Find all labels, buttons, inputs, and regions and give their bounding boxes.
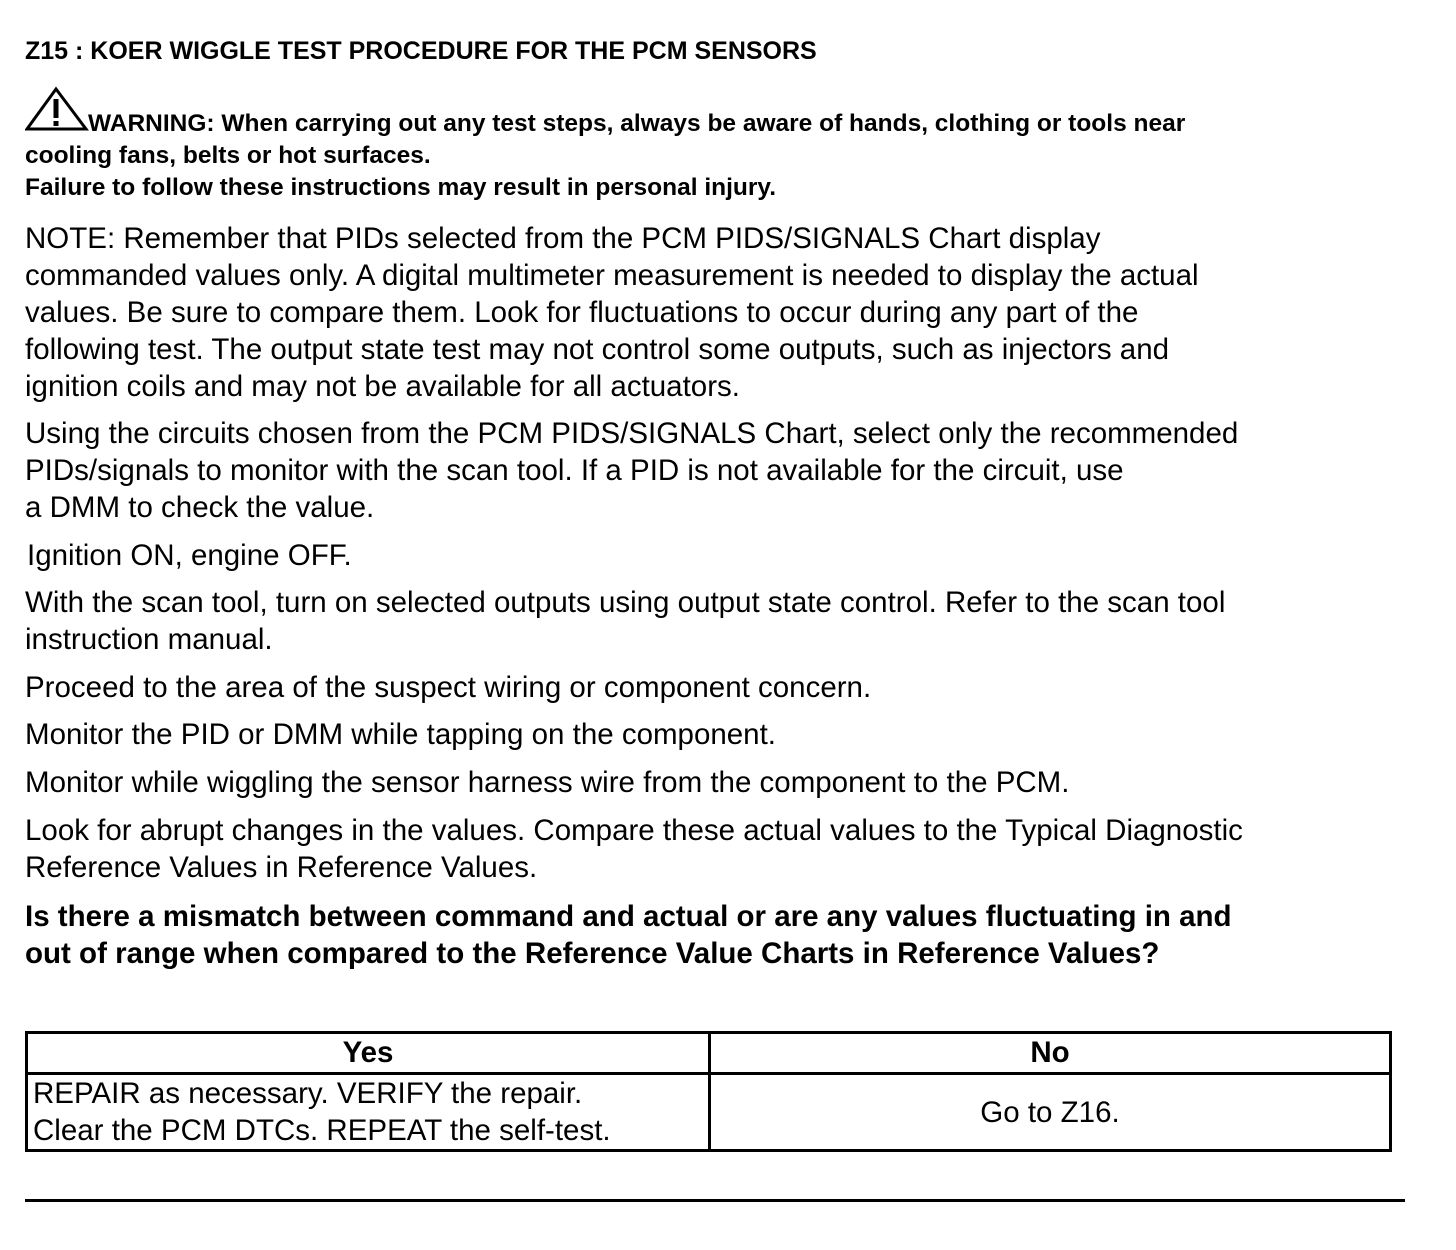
- text-line: instruction manual.: [25, 623, 273, 656]
- table-row: [27, 1074, 1391, 1151]
- note-line: commanded values only. A digital multimeter measurement is needed to display the actual: [25, 259, 1199, 292]
- note-line: ignition coils and may not be available for all actuators.: [25, 370, 740, 403]
- look-for-step: [25, 812, 1243, 886]
- warning-line-3: Failure to follow these instructions may result in personal injury.: [25, 174, 777, 201]
- page-title: Z15 : KOER WIGGLE TEST PROCEDURE FOR THE PCM SENSORS: [25, 37, 817, 65]
- text-line: Look for abrupt changes in the values. Compare these actual values to the Typical Diagnostic: [25, 814, 1243, 847]
- yes-no-table: [25, 1031, 1392, 1152]
- text-line: PIDs/signals to monitor with the scan tool. If a PID is not available for the circuit, use: [25, 454, 1124, 487]
- yes-cell: [27, 1074, 710, 1151]
- text-line: Using the circuits chosen from the PCM PIDS/SIGNALS Chart, select only the recommended: [25, 417, 1239, 450]
- proceed-step: Proceed to the area of the suspect wiring or component concern.: [25, 671, 872, 704]
- using-circuits-paragraph: [25, 415, 1238, 526]
- ignition-step: Ignition ON, engine OFF.: [27, 539, 352, 572]
- note-paragraph: [25, 220, 1199, 405]
- text-line: Reference Values in Reference Values.: [25, 851, 538, 884]
- text-line: a DMM to check the value.: [25, 491, 375, 524]
- text-line: out of range when compared to the Reference Value Charts in Reference Values?: [25, 937, 1160, 970]
- no-cell: Go to Z16.: [710, 1074, 1391, 1151]
- warning-block: [25, 84, 1420, 204]
- yes-header: Yes: [27, 1033, 710, 1074]
- table-header-row: [27, 1033, 1391, 1074]
- text-line: Is there a mismatch between command and actual or are any values fluctuating in and: [25, 900, 1232, 933]
- scan-tool-step: [25, 584, 1225, 658]
- note-line: values. Be sure to compare them. Look for fluctuations to occur during any part of the: [25, 296, 1139, 329]
- bottom-divider: [25, 1199, 1405, 1202]
- warning-triangle-icon: [25, 86, 89, 132]
- warning-line-2: cooling fans, belts or hot surfaces.: [25, 142, 431, 169]
- no-header: No: [710, 1033, 1391, 1074]
- text-line: With the scan tool, turn on selected outputs using output state control. Refer to the scan tool: [25, 586, 1226, 619]
- monitor-tap-step: Monitor the PID or DMM while tapping on the component.: [25, 718, 776, 751]
- monitor-wiggle-step: Monitor while wiggling the sensor harness wire from the component to the PCM.: [25, 766, 1070, 799]
- warning-line-1: WARNING: When carrying out any test steps, always be aware of hands, clothing or tools near: [88, 110, 1186, 137]
- note-line: NOTE: Remember that PIDs selected from the PCM PIDS/SIGNALS Chart display: [25, 222, 1101, 255]
- yes-cell-line: REPAIR as necessary. VERIFY the repair.: [33, 1077, 583, 1110]
- yes-cell-line: Clear the PCM DTCs. REPEAT the self-test.: [33, 1114, 611, 1147]
- question-text: [25, 898, 1232, 972]
- note-line: following test. The output state test may not control some outputs, such as injectors and: [25, 333, 1170, 366]
